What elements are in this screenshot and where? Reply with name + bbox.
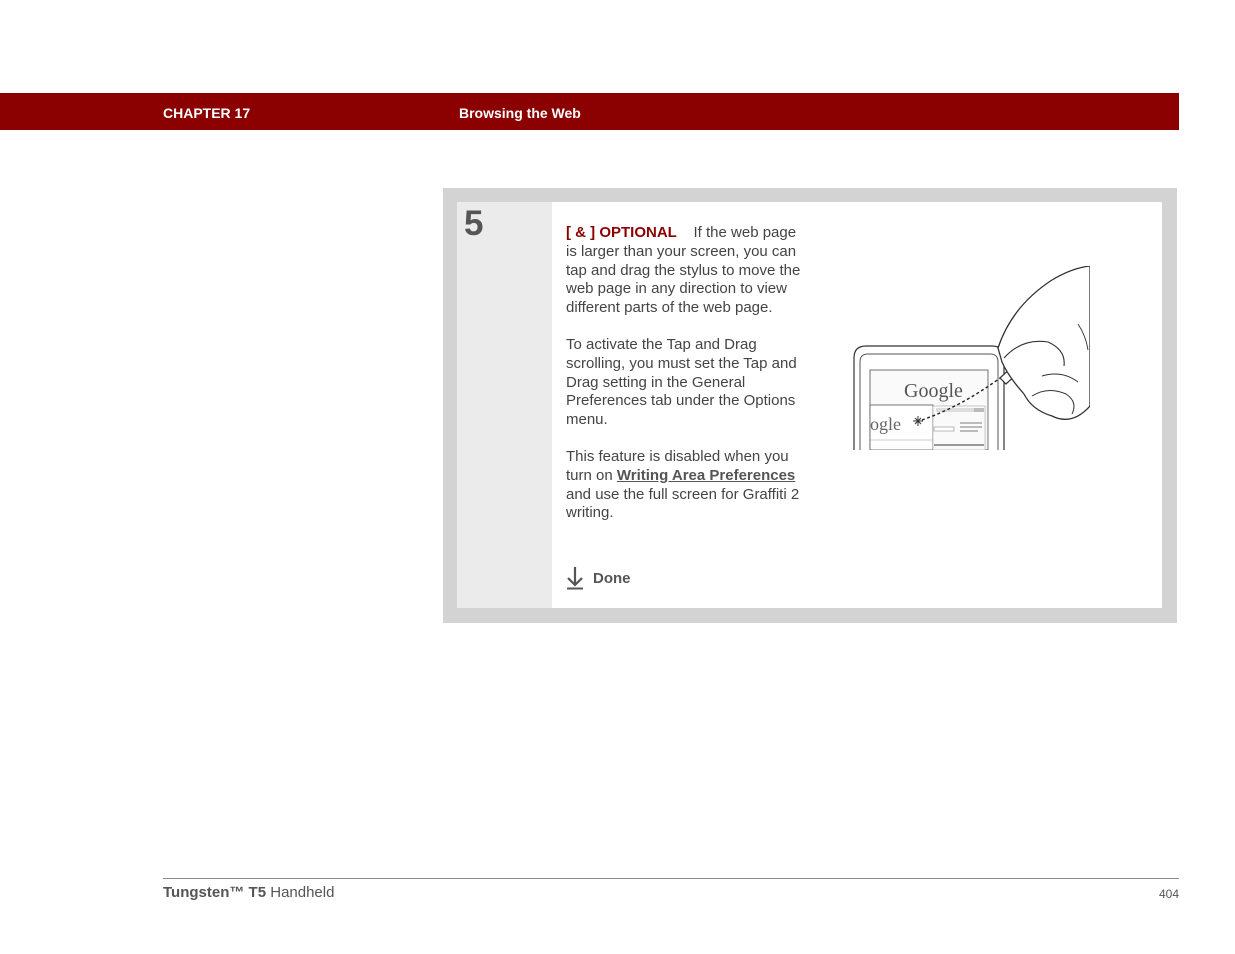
step-text: [566, 224, 806, 541]
chapter-title: Browsing the Web: [459, 105, 581, 121]
step-number: 5: [464, 204, 484, 243]
done-indicator: [566, 566, 631, 590]
step-number-column: [457, 202, 552, 608]
google-logo-partial: ogle: [870, 414, 901, 434]
optional-tag: [ & ] OPTIONAL: [566, 224, 677, 241]
google-logo-text: Google: [904, 380, 963, 402]
done-label: Done: [593, 569, 631, 587]
footer-rule: [163, 878, 1179, 879]
chapter-label: CHAPTER 17: [163, 105, 251, 121]
step-paragraph-1: [566, 224, 806, 318]
step-paragraph-3: [566, 448, 806, 523]
footer-brand: Tungsten™ T5: [163, 884, 267, 901]
step-paragraph-3-before: This feature is disabled when you turn on: [566, 447, 789, 484]
step-paragraph-3-after: and use the full screen for Graffiti 2 writing.: [566, 485, 800, 522]
page-number: 404: [1158, 887, 1179, 901]
handheld-stylus-illustration: [852, 266, 1090, 450]
footer-product: [163, 884, 334, 901]
step-paragraph-1-text: If the web page is larger than your screen, you can tap and drag the stylus to move the web page in any direction to view different parts of the web page.: [566, 224, 801, 317]
step-paragraph-2: To activate the Tap and Drag scrolling, you must set the Tap and Drag setting in the General Preferences tab under the Options menu.: [566, 335, 797, 429]
down-arrow-done-icon: [566, 566, 584, 590]
writing-area-preferences-link[interactable]: Writing Area Preferences: [616, 466, 796, 484]
footer-product-name: Handheld: [266, 884, 335, 901]
